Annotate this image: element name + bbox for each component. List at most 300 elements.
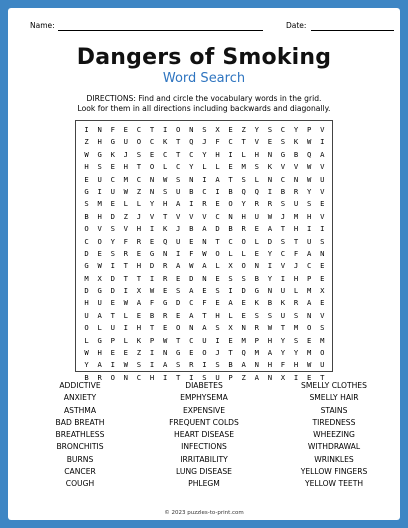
grid-letter[interactable]: V xyxy=(176,211,181,221)
grid-letter[interactable]: X xyxy=(136,286,142,296)
grid-letter[interactable]: H xyxy=(306,211,312,221)
grid-letter[interactable]: E xyxy=(110,199,115,209)
grid-letter[interactable]: O xyxy=(241,261,246,271)
grid-letter[interactable]: I xyxy=(228,149,233,159)
grid-letter[interactable]: J xyxy=(176,224,181,234)
grid-letter[interactable]: D xyxy=(84,286,89,296)
grid-letter[interactable]: C xyxy=(189,149,194,159)
grid-letter[interactable]: S xyxy=(228,273,233,283)
grid-letter[interactable]: R xyxy=(123,248,128,258)
grid-letter[interactable]: A xyxy=(136,298,142,308)
grid-letter[interactable]: E xyxy=(254,248,259,258)
grid-letter[interactable]: V xyxy=(123,224,128,234)
grid-letter[interactable]: P xyxy=(306,125,312,134)
grid-letter[interactable]: U xyxy=(97,298,102,308)
grid-letter[interactable]: C xyxy=(176,162,181,172)
grid-letter[interactable]: V xyxy=(320,186,325,196)
grid-letter[interactable]: T xyxy=(228,174,233,184)
grid-letter[interactable]: G xyxy=(84,186,89,196)
grid-letter[interactable]: G xyxy=(162,298,168,308)
grid-letter[interactable]: S xyxy=(241,273,246,283)
grid-letter[interactable]: E xyxy=(320,298,325,308)
grid-letter[interactable]: B xyxy=(228,224,233,234)
grid-letter[interactable]: N xyxy=(97,125,102,134)
grid-letter[interactable]: W xyxy=(149,286,155,296)
grid-letter[interactable]: G xyxy=(280,149,286,159)
grid-letter[interactable]: C xyxy=(202,186,207,196)
grid-letter[interactable]: R xyxy=(267,199,273,209)
grid-letter[interactable]: E xyxy=(189,348,194,358)
grid-letter[interactable]: F xyxy=(149,298,155,308)
grid-letter[interactable]: W xyxy=(84,348,89,358)
grid-letter[interactable]: Q xyxy=(241,348,246,358)
grid-letter[interactable]: H xyxy=(97,137,102,147)
grid-letter[interactable]: A xyxy=(267,348,273,358)
grid-letter[interactable]: V xyxy=(320,125,325,134)
grid-letter[interactable]: O xyxy=(306,323,312,333)
grid-letter[interactable]: I xyxy=(280,273,286,283)
grid-letter[interactable]: L xyxy=(202,162,207,172)
grid-letter[interactable]: C xyxy=(136,372,142,382)
grid-letter[interactable]: N xyxy=(320,248,325,258)
grid-letter[interactable]: T xyxy=(293,236,299,246)
grid-letter[interactable]: A xyxy=(202,323,207,333)
grid-letter[interactable]: I xyxy=(320,224,325,234)
grid-letter[interactable]: V xyxy=(97,224,102,234)
grid-letter[interactable]: S xyxy=(136,360,142,370)
grid-letter[interactable]: N xyxy=(162,348,168,358)
grid-letter[interactable]: A xyxy=(189,310,194,320)
grid-letter[interactable]: A xyxy=(162,360,168,370)
grid-letter[interactable]: I xyxy=(97,186,102,196)
grid-letter[interactable]: H xyxy=(162,199,168,209)
grid-letter[interactable]: U xyxy=(293,199,299,209)
grid-letter[interactable]: E xyxy=(176,310,181,320)
grid-letter[interactable]: U xyxy=(320,360,325,370)
grid-letter[interactable]: L xyxy=(84,335,89,345)
grid-letter[interactable]: I xyxy=(189,372,194,382)
grid-letter[interactable]: B xyxy=(189,224,194,234)
grid-letter[interactable]: D xyxy=(110,286,115,296)
grid-letter[interactable]: T xyxy=(136,162,142,172)
grid-letter[interactable]: S xyxy=(202,372,207,382)
grid-letter[interactable]: M xyxy=(293,211,299,221)
grid-letter[interactable]: L xyxy=(228,248,233,258)
grid-letter[interactable]: V xyxy=(320,310,325,320)
grid-letter[interactable]: U xyxy=(84,310,89,320)
grid-letter[interactable]: A xyxy=(202,261,207,271)
grid-letter[interactable]: I xyxy=(267,186,273,196)
grid-letter[interactable]: I xyxy=(189,199,194,209)
grid-letter[interactable]: T xyxy=(176,335,181,345)
grid-letter[interactable]: T xyxy=(110,310,115,320)
grid-letter[interactable]: R xyxy=(241,224,246,234)
grid-letter[interactable]: R xyxy=(162,261,168,271)
grid-letter[interactable]: E xyxy=(320,261,325,271)
grid-letter[interactable]: A xyxy=(254,372,259,382)
grid-letter[interactable]: I xyxy=(149,348,155,358)
grid-letter[interactable]: S xyxy=(110,248,115,258)
grid-letter[interactable]: B xyxy=(280,186,286,196)
grid-letter[interactable]: J xyxy=(202,137,207,147)
grid-letter[interactable]: D xyxy=(267,236,273,246)
grid-letter[interactable]: A xyxy=(97,310,102,320)
grid-letter[interactable]: X xyxy=(228,323,233,333)
grid-letter[interactable]: B xyxy=(267,298,273,308)
grid-letter[interactable]: H xyxy=(215,149,220,159)
grid-letter[interactable]: C xyxy=(306,261,312,271)
grid-letter[interactable]: A xyxy=(228,298,233,308)
grid-letter[interactable]: I xyxy=(162,372,168,382)
grid-letter[interactable]: N xyxy=(267,372,273,382)
grid-letter[interactable]: G xyxy=(176,348,181,358)
grid-letter[interactable]: J xyxy=(293,261,299,271)
grid-letter[interactable]: V xyxy=(320,162,325,172)
grid-letter[interactable]: N xyxy=(293,174,299,184)
grid-letter[interactable]: M xyxy=(306,286,312,296)
grid-letter[interactable]: M xyxy=(293,323,299,333)
grid-letter[interactable]: N xyxy=(267,174,273,184)
grid-letter[interactable]: E xyxy=(84,174,89,184)
grid-letter[interactable]: I xyxy=(306,224,312,234)
grid-letter[interactable]: U xyxy=(176,236,181,246)
grid-letter[interactable]: C xyxy=(189,335,194,345)
grid-letter[interactable]: V xyxy=(280,261,286,271)
grid-letter[interactable]: V xyxy=(202,211,207,221)
grid-letter[interactable]: D xyxy=(241,286,246,296)
grid-letter[interactable]: R xyxy=(162,273,168,283)
grid-letter[interactable]: T xyxy=(176,372,181,382)
grid-letter[interactable]: Z xyxy=(241,125,246,134)
grid-letter[interactable]: L xyxy=(254,174,259,184)
grid-letter[interactable]: Y xyxy=(84,360,89,370)
grid-letter[interactable]: Q xyxy=(189,137,194,147)
grid-letter[interactable]: Q xyxy=(306,149,312,159)
grid-letter[interactable]: N xyxy=(149,174,155,184)
grid-letter[interactable]: H xyxy=(149,372,155,382)
grid-letter[interactable]: C xyxy=(228,137,233,147)
grid-letter[interactable]: N xyxy=(149,186,155,196)
grid-letter[interactable]: R xyxy=(293,186,299,196)
grid-letter[interactable]: A xyxy=(176,261,181,271)
grid-letter[interactable]: E xyxy=(123,125,128,134)
grid-letter[interactable]: S xyxy=(110,224,115,234)
grid-letter[interactable]: X xyxy=(97,273,102,283)
grid-letter[interactable]: A xyxy=(202,224,207,234)
grid-letter[interactable]: S xyxy=(267,125,273,134)
grid-letter[interactable]: B xyxy=(254,273,259,283)
grid-letter[interactable]: P xyxy=(306,273,312,283)
grid-letter[interactable]: P xyxy=(149,335,155,345)
grid-letter[interactable]: N xyxy=(202,273,207,283)
grid-letter[interactable]: V xyxy=(149,211,155,221)
grid-letter[interactable]: T xyxy=(149,125,155,134)
grid-letter[interactable]: Y xyxy=(189,162,194,172)
grid-letter[interactable]: Z xyxy=(123,211,128,221)
grid-letter[interactable]: U xyxy=(306,236,312,246)
grid-letter[interactable]: S xyxy=(215,323,220,333)
grid-letter[interactable]: S xyxy=(162,186,168,196)
grid-letter[interactable]: D xyxy=(149,261,155,271)
grid-letter[interactable]: R xyxy=(189,360,194,370)
grid-letter[interactable]: E xyxy=(149,149,155,159)
grid-letter[interactable]: C xyxy=(280,248,286,258)
grid-letter[interactable]: E xyxy=(306,335,312,345)
grid-letter[interactable]: T xyxy=(149,323,155,333)
grid-letter[interactable]: E xyxy=(228,335,233,345)
grid-letter[interactable]: Y xyxy=(293,125,299,134)
grid-letter[interactable]: W xyxy=(162,174,168,184)
grid-letter[interactable]: W xyxy=(123,298,128,308)
grid-letter[interactable]: I xyxy=(123,323,128,333)
grid-letter[interactable]: Y xyxy=(110,236,115,246)
grid-letter[interactable]: B xyxy=(293,149,299,159)
grid-letter[interactable]: C xyxy=(280,174,286,184)
grid-letter[interactable]: E xyxy=(267,137,273,147)
grid-letter[interactable]: L xyxy=(293,286,299,296)
grid-letter[interactable]: U xyxy=(110,323,115,333)
grid-letter[interactable]: N xyxy=(254,360,259,370)
grid-letter[interactable]: E xyxy=(215,199,220,209)
grid-letter[interactable]: I xyxy=(293,372,299,382)
grid-letter[interactable]: I xyxy=(149,360,155,370)
grid-letter[interactable]: V xyxy=(320,211,325,221)
grid-letter[interactable]: T xyxy=(136,273,142,283)
grid-letter[interactable]: U xyxy=(176,186,181,196)
grid-letter[interactable]: D xyxy=(110,273,115,283)
grid-letter[interactable]: L xyxy=(123,310,128,320)
grid-letter[interactable]: N xyxy=(267,286,273,296)
grid-letter[interactable]: W xyxy=(97,261,102,271)
grid-letter[interactable]: S xyxy=(176,286,181,296)
grid-letter[interactable]: L xyxy=(241,149,246,159)
grid-letter[interactable]: C xyxy=(84,236,89,246)
grid-letter[interactable]: D xyxy=(84,248,89,258)
grid-letter[interactable]: P xyxy=(110,335,115,345)
grid-letter[interactable]: L xyxy=(215,261,220,271)
grid-letter[interactable]: S xyxy=(280,199,286,209)
grid-letter[interactable]: E xyxy=(241,298,246,308)
grid-letter[interactable]: G xyxy=(254,286,259,296)
grid-letter[interactable]: P xyxy=(254,335,259,345)
grid-letter[interactable]: E xyxy=(110,298,115,308)
grid-letter[interactable]: F xyxy=(215,137,220,147)
grid-letter[interactable]: J xyxy=(123,149,128,159)
grid-letter[interactable]: S xyxy=(320,323,325,333)
grid-letter[interactable]: O xyxy=(149,162,155,172)
grid-letter[interactable]: E xyxy=(136,310,142,320)
grid-letter[interactable]: Y xyxy=(293,348,299,358)
grid-letter[interactable]: E xyxy=(215,273,220,283)
grid-letter[interactable]: T xyxy=(320,372,325,382)
grid-letter[interactable]: E xyxy=(123,348,128,358)
grid-letter[interactable]: U xyxy=(320,174,325,184)
grid-letter[interactable]: E xyxy=(202,286,207,296)
grid-letter[interactable]: Z xyxy=(136,348,142,358)
grid-letter[interactable]: N xyxy=(306,310,312,320)
grid-letter[interactable]: L xyxy=(123,335,128,345)
grid-letter[interactable]: Y xyxy=(280,348,286,358)
grid-letter[interactable]: W xyxy=(202,248,207,258)
grid-letter[interactable]: X xyxy=(215,125,220,134)
grid-letter[interactable]: W xyxy=(123,360,128,370)
grid-letter[interactable]: U xyxy=(202,335,207,345)
grid-letter[interactable]: U xyxy=(110,186,115,196)
grid-letter[interactable]: C xyxy=(136,125,142,134)
grid-letter[interactable]: I xyxy=(110,261,115,271)
grid-letter[interactable]: E xyxy=(149,236,155,246)
grid-letter[interactable]: U xyxy=(123,137,128,147)
grid-letter[interactable]: M xyxy=(84,273,89,283)
grid-letter[interactable]: K xyxy=(267,162,273,172)
grid-letter[interactable]: L xyxy=(136,199,142,209)
grid-letter[interactable]: S xyxy=(267,310,273,320)
grid-letter[interactable]: V xyxy=(293,162,299,172)
grid-letter[interactable]: T xyxy=(228,348,233,358)
grid-letter[interactable]: A xyxy=(215,174,220,184)
grid-letter[interactable]: N xyxy=(241,323,246,333)
grid-letter[interactable]: W xyxy=(306,174,312,184)
grid-letter[interactable]: O xyxy=(176,323,181,333)
grid-letter[interactable]: W xyxy=(84,149,89,159)
grid-letter[interactable]: I xyxy=(202,360,207,370)
grid-letter[interactable]: N xyxy=(228,211,233,221)
grid-letter[interactable]: B xyxy=(228,360,233,370)
grid-letter[interactable]: H xyxy=(241,211,246,221)
grid-letter[interactable]: I xyxy=(110,360,115,370)
grid-letter[interactable]: L xyxy=(241,248,246,258)
grid-letter[interactable]: E xyxy=(110,348,115,358)
grid-letter[interactable]: H xyxy=(97,348,102,358)
grid-letter[interactable]: G xyxy=(97,335,102,345)
grid-letter[interactable]: H xyxy=(97,211,102,221)
grid-letter[interactable]: D xyxy=(176,298,181,308)
grid-letter[interactable]: V xyxy=(280,162,286,172)
grid-letter[interactable]: X xyxy=(320,286,325,296)
grid-letter[interactable]: C xyxy=(189,298,194,308)
grid-letter[interactable]: O xyxy=(320,348,325,358)
grid-letter[interactable]: A xyxy=(176,199,181,209)
grid-letter[interactable]: K xyxy=(162,224,168,234)
grid-letter[interactable]: D xyxy=(110,211,115,221)
grid-letter[interactable]: E xyxy=(306,372,312,382)
grid-letter[interactable]: H xyxy=(267,360,273,370)
grid-letter[interactable]: R xyxy=(293,298,299,308)
grid-letter[interactable]: A xyxy=(241,360,246,370)
grid-letter[interactable]: I xyxy=(84,125,89,134)
grid-letter[interactable]: N xyxy=(189,323,194,333)
grid-letter[interactable]: U xyxy=(280,310,286,320)
grid-letter[interactable]: E xyxy=(320,199,325,209)
grid-letter[interactable]: A xyxy=(320,149,325,159)
grid-letter[interactable]: W xyxy=(267,211,273,221)
grid-letter[interactable]: E xyxy=(228,162,233,172)
grid-letter[interactable]: I xyxy=(176,248,181,258)
grid-letter[interactable]: B xyxy=(84,372,89,382)
grid-letter[interactable]: S xyxy=(136,149,142,159)
grid-letter[interactable]: T xyxy=(123,273,128,283)
grid-letter[interactable]: S xyxy=(202,125,207,134)
grid-letter[interactable]: Y xyxy=(306,186,312,196)
grid-letter[interactable]: W xyxy=(123,186,128,196)
grid-letter[interactable]: Z xyxy=(84,137,89,147)
grid-letter[interactable]: I xyxy=(215,335,220,345)
grid-letter[interactable]: H xyxy=(293,224,299,234)
grid-letter[interactable]: M xyxy=(254,348,259,358)
grid-letter[interactable]: Z xyxy=(136,186,142,196)
grid-letter[interactable]: O xyxy=(228,199,233,209)
grid-letter[interactable]: J xyxy=(215,348,220,358)
grid-letter[interactable]: O xyxy=(202,348,207,358)
grid-letter[interactable]: O xyxy=(241,236,246,246)
grid-letter[interactable]: S xyxy=(215,286,220,296)
grid-letter[interactable]: M xyxy=(306,348,312,358)
grid-letter[interactable]: E xyxy=(228,125,233,134)
grid-letter[interactable]: O xyxy=(84,323,89,333)
grid-letter[interactable]: I xyxy=(149,224,155,234)
grid-letter[interactable]: S xyxy=(254,162,259,172)
grid-letter[interactable]: F xyxy=(110,125,115,134)
grid-letter[interactable]: T xyxy=(280,323,286,333)
grid-letter[interactable]: V xyxy=(254,137,259,147)
grid-letter[interactable]: G xyxy=(149,248,155,258)
grid-letter[interactable]: I xyxy=(202,174,207,184)
grid-letter[interactable]: H xyxy=(293,273,299,283)
grid-letter[interactable]: S xyxy=(254,310,259,320)
grid-letter[interactable]: I xyxy=(320,137,325,147)
grid-letter[interactable]: S xyxy=(280,137,286,147)
grid-letter[interactable]: B xyxy=(228,186,233,196)
grid-letter[interactable]: F xyxy=(123,236,128,246)
grid-letter[interactable]: D xyxy=(189,273,194,283)
grid-letter[interactable]: T xyxy=(280,224,286,234)
grid-letter[interactable]: T xyxy=(162,211,168,221)
grid-letter[interactable]: Y xyxy=(202,149,207,159)
grid-letter[interactable]: V xyxy=(189,211,194,221)
grid-letter[interactable]: Y xyxy=(267,248,273,258)
grid-letter[interactable]: W xyxy=(189,261,194,271)
grid-letter[interactable]: N xyxy=(189,174,194,184)
grid-letter[interactable]: E xyxy=(215,298,220,308)
grid-letter[interactable]: C xyxy=(228,236,233,246)
grid-letter[interactable]: F xyxy=(280,360,286,370)
grid-letter[interactable]: Q xyxy=(241,186,246,196)
grid-letter[interactable]: E xyxy=(110,162,115,172)
grid-letter[interactable]: N xyxy=(267,149,273,159)
grid-letter[interactable]: O xyxy=(136,137,142,147)
grid-letter[interactable]: W xyxy=(267,323,273,333)
grid-letter[interactable]: S xyxy=(280,236,286,246)
grid-letter[interactable]: H xyxy=(215,310,220,320)
grid-letter[interactable]: L xyxy=(215,162,220,172)
grid-letter[interactable]: R xyxy=(254,199,259,209)
grid-letter[interactable]: A xyxy=(97,360,102,370)
grid-letter[interactable]: F xyxy=(293,248,299,258)
grid-letter[interactable]: R xyxy=(202,199,207,209)
grid-letter[interactable]: O xyxy=(176,125,181,134)
grid-letter[interactable]: M xyxy=(97,199,102,209)
grid-letter[interactable]: E xyxy=(162,286,168,296)
grid-letter[interactable]: W xyxy=(162,335,168,345)
grid-letter[interactable]: O xyxy=(84,224,89,234)
grid-letter[interactable]: N xyxy=(123,372,128,382)
grid-letter[interactable]: N xyxy=(254,261,259,271)
grid-letter[interactable]: R xyxy=(97,372,102,382)
grid-letter[interactable]: D xyxy=(215,224,220,234)
grid-letter[interactable]: C xyxy=(162,149,168,159)
grid-letter[interactable]: L xyxy=(123,199,128,209)
grid-letter[interactable]: L xyxy=(162,162,168,172)
